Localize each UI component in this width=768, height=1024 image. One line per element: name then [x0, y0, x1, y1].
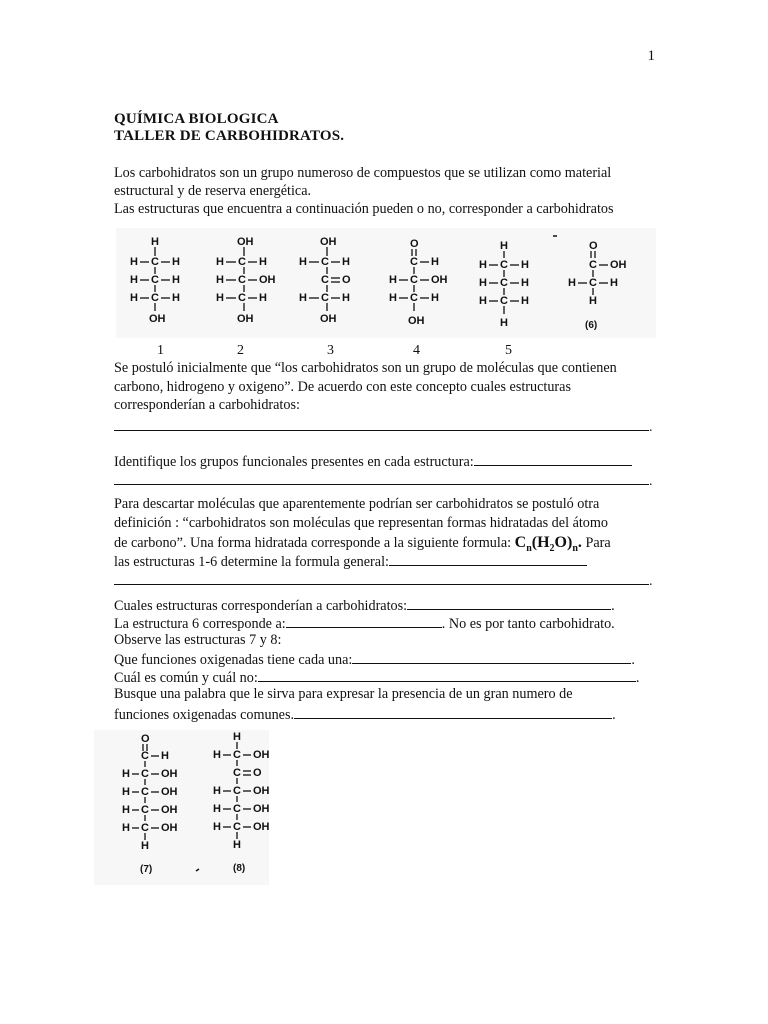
svg-text:H: H — [172, 256, 180, 268]
structure-7-label: (7) — [140, 864, 153, 875]
svg-text:C: C — [233, 803, 241, 815]
svg-text:C: C — [233, 767, 241, 779]
svg-text:H: H — [342, 292, 350, 304]
svg-text:C: C — [410, 292, 418, 304]
svg-text:OH: OH — [408, 315, 425, 327]
svg-text:H: H — [521, 277, 529, 289]
intro-line-2: estructural y de reserva energética. — [114, 183, 312, 199]
svg-text:C: C — [233, 785, 241, 797]
svg-text:O: O — [253, 767, 262, 779]
svg-text:H: H — [568, 277, 576, 289]
para2-line-1: Se postuló inicialmente que “los carbohidratos son un grupo de moléculas que contienen — [114, 360, 617, 376]
structure-number-1: 1 — [157, 343, 164, 358]
svg-text:C: C — [141, 786, 149, 798]
svg-text:C: C — [233, 749, 241, 761]
svg-text:OH: OH — [161, 804, 178, 816]
question-structure-6: La estructura 6 corresponde a: . No es por tanto carbohidrato. — [114, 616, 615, 632]
structure-8 — [213, 731, 270, 851]
para3-line-3: de carbono”. Una forma hidratada corresponde a la siguiente formula: $C_n(H_2O)_n$. Para — [114, 534, 611, 555]
svg-text:O: O — [410, 238, 419, 250]
svg-text:OH: OH — [253, 803, 270, 815]
svg-text:H: H — [589, 295, 597, 307]
svg-text:C: C — [141, 750, 149, 762]
svg-text:H: H — [259, 292, 267, 304]
para3-line-1: Para descartar moléculas que aparentemente podrían ser carbohidratos se postuló otra — [114, 496, 600, 512]
svg-text:OH: OH — [253, 821, 270, 833]
page-number: 1 — [647, 48, 655, 64]
question-word-line-2: funciones oxigenadas comunes. . — [114, 707, 616, 723]
svg-text:C: C — [321, 256, 329, 268]
svg-text:O: O — [342, 274, 351, 286]
svg-text:O: O — [141, 733, 150, 745]
svg-text:C: C — [151, 292, 159, 304]
svg-text:H: H — [500, 240, 508, 252]
question-common: Cuál es común y cuál no: . — [114, 670, 640, 686]
structure-6-label: (6) — [585, 320, 598, 331]
svg-text:H: H — [233, 839, 241, 851]
svg-text:OH: OH — [320, 236, 337, 248]
svg-text:C: C — [238, 256, 246, 268]
svg-text:C: C — [410, 274, 418, 286]
svg-text:C: C — [141, 768, 149, 780]
svg-text:H: H — [521, 259, 529, 271]
para2-line-3: corresponderían a carbohidratos: — [114, 397, 300, 413]
svg-text:H: H — [299, 256, 307, 268]
svg-text:H: H — [389, 274, 397, 286]
svg-text:H: H — [172, 274, 180, 286]
svg-text:H: H — [216, 292, 224, 304]
svg-text:OH: OH — [161, 768, 178, 780]
question-oxygen-functions: Que funciones oxigenadas tiene cada una: . — [114, 652, 635, 668]
svg-text:C: C — [321, 292, 329, 304]
svg-text:H: H — [122, 786, 130, 798]
structure-number-5: 5 — [505, 343, 512, 358]
svg-text:OH: OH — [161, 822, 178, 834]
svg-text:H: H — [216, 256, 224, 268]
svg-text:H: H — [479, 259, 487, 271]
svg-text:H: H — [479, 277, 487, 289]
svg-text:H: H — [431, 292, 439, 304]
svg-text:OH: OH — [610, 259, 627, 271]
svg-text:H: H — [122, 822, 130, 834]
svg-text:H: H — [130, 256, 138, 268]
svg-text:H: H — [521, 295, 529, 307]
svg-text:OH: OH — [149, 313, 166, 325]
structure-number-2: 2 — [237, 343, 244, 358]
svg-text:H: H — [130, 274, 138, 286]
svg-text:C: C — [589, 259, 597, 271]
structure-8-label: (8) — [233, 863, 246, 874]
structure-number-4: 4 — [413, 343, 420, 358]
svg-text:H: H — [213, 785, 221, 797]
svg-text:OH: OH — [237, 236, 254, 248]
svg-text:OH: OH — [259, 274, 276, 286]
svg-text:H: H — [259, 256, 267, 268]
svg-text:C: C — [238, 292, 246, 304]
observe-7-8: Observe las estructuras 7 y 8: — [114, 632, 282, 648]
svg-text:H: H — [151, 236, 159, 248]
svg-text:C: C — [410, 256, 418, 268]
svg-text:OH: OH — [253, 749, 270, 761]
svg-text:H: H — [233, 731, 241, 743]
para3-line-2: definición : “carbohidratos son moléculas que representan formas hidratadas del átomo — [114, 515, 609, 531]
svg-text:H: H — [161, 750, 169, 762]
svg-text:C: C — [238, 274, 246, 286]
svg-text:H: H — [610, 277, 618, 289]
svg-text:O: O — [589, 240, 598, 252]
svg-text:C: C — [141, 804, 149, 816]
svg-text:H: H — [216, 274, 224, 286]
svg-text:H: H — [299, 292, 307, 304]
question-carbohydrates: Cuales estructuras corresponderían a carbohidratos: . — [114, 598, 615, 614]
svg-text:C: C — [151, 274, 159, 286]
svg-text:C: C — [500, 259, 508, 271]
title-line-2: TALLER DE CARBOHIDRATOS. — [114, 128, 345, 144]
svg-text:H: H — [213, 803, 221, 815]
svg-text:OH: OH — [431, 274, 448, 286]
svg-text:H: H — [213, 749, 221, 761]
svg-text:OH: OH — [320, 313, 337, 325]
svg-text:C: C — [233, 821, 241, 833]
functional-groups-question: Identifique los grupos funcionales presentes en cada estructura: — [114, 452, 632, 471]
svg-text:H: H — [500, 317, 508, 329]
svg-text:OH: OH — [161, 786, 178, 798]
svg-text:C: C — [500, 277, 508, 289]
svg-text:C: C — [151, 256, 159, 268]
structure-7 — [122, 733, 178, 852]
svg-text:H: H — [213, 821, 221, 833]
structure-number-3: 3 — [327, 343, 334, 358]
svg-text:C: C — [321, 274, 329, 286]
svg-text:H: H — [130, 292, 138, 304]
svg-text:C: C — [589, 277, 597, 289]
svg-text:H: H — [479, 295, 487, 307]
svg-text:H: H — [172, 292, 180, 304]
svg-text:H: H — [141, 840, 149, 852]
svg-text:H: H — [122, 768, 130, 780]
svg-text:OH: OH — [253, 785, 270, 797]
svg-text:C: C — [500, 295, 508, 307]
intro-line-3: Las estructuras que encuentra a continuación pueden o no, corresponder a carbohidratos — [114, 201, 614, 217]
svg-text:H: H — [342, 256, 350, 268]
svg-text:OH: OH — [237, 313, 254, 325]
svg-text:H: H — [389, 292, 397, 304]
para3-line-4: las estructuras 1-6 determine la formula general: — [114, 552, 587, 571]
question-word-line-1: Busque una palabra que le sirva para expresar la presencia de un gran numero de — [114, 686, 573, 702]
title-line-1: QUÍMICA BIOLOGICA — [114, 111, 279, 127]
para2-line-2: carbono, hidrogeno y oxigeno”. De acuerdo con este concepto cuales estructuras — [114, 379, 571, 395]
hydrate-formula: $C_n(H_2O)_n$. — [514, 534, 582, 555]
svg-text:H: H — [431, 256, 439, 268]
svg-text:C: C — [141, 822, 149, 834]
svg-text:H: H — [122, 804, 130, 816]
intro-line-1: Los carbohidratos son un grupo numeroso de compuestos que se utilizan como material — [114, 165, 612, 181]
